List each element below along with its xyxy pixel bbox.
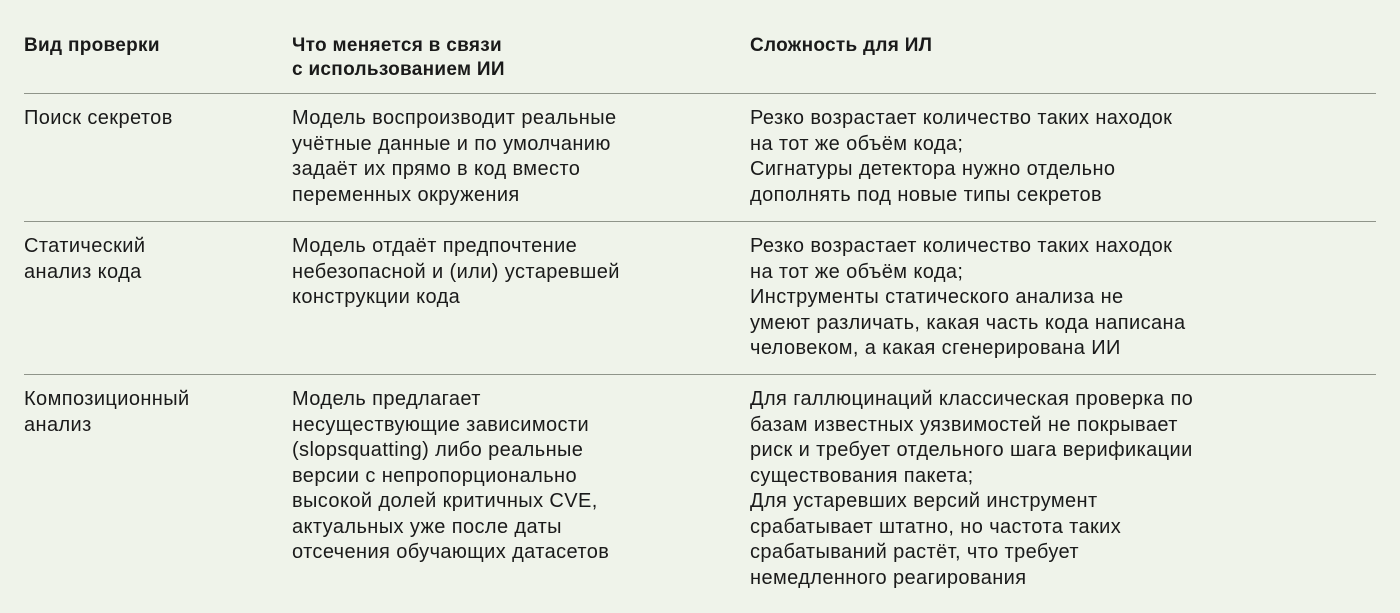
- header-line: с использованием ИИ: [292, 59, 505, 80]
- cell-line: на тот же объём кода;: [750, 260, 964, 283]
- cell-line: отсечения обучающих датасетов: [292, 541, 610, 563]
- cell-line: Для устаревших версий инструмент: [750, 490, 1098, 512]
- table-row: [24, 94, 1376, 222]
- cell-line: анализ: [24, 413, 92, 436]
- cell-check-type: [24, 106, 292, 221]
- cell-line: дополнять под новые типы секретов: [750, 183, 1103, 206]
- table-header-row: [24, 34, 1376, 94]
- cell-line: Поиск секретов: [24, 107, 173, 129]
- cell-line: конструкции кода: [292, 286, 461, 308]
- cell-difficulty: [750, 234, 1376, 374]
- header-line: Сложность для ИЛ: [750, 35, 933, 56]
- cell-line: на тот же объём кода;: [750, 132, 964, 155]
- cell-line: существования пакета;: [750, 464, 974, 487]
- cell-line: Статический: [24, 235, 146, 257]
- cell-line: высокой долей критичных CVE,: [292, 490, 598, 512]
- cell-line: человеком, а какая сгенерирована ИИ: [750, 337, 1121, 359]
- cell-line: переменных окружения: [292, 183, 520, 206]
- table-row: [24, 222, 1376, 375]
- cell-line: небезопасной и (или) устаревшей: [292, 260, 620, 283]
- cell-line: Модель воспроизводит реальные: [292, 107, 617, 129]
- cell-line: актуальных уже после даты: [292, 515, 562, 538]
- cell-line: задаёт их прямо в код вместо: [292, 158, 581, 180]
- cell-line: Для галлюцинаций классическая проверка по: [750, 388, 1194, 410]
- cell-ai-change: [292, 387, 750, 605]
- cell-line: учётные данные и по умолчанию: [292, 132, 611, 155]
- cell-line: Инструменты статического анализа не: [750, 286, 1124, 308]
- cell-difficulty: [750, 387, 1376, 605]
- comparison-table: [24, 34, 1376, 605]
- cell-line: умеют различать, какая часть кода написана: [750, 311, 1186, 334]
- cell-line: (slopsquatting) либо реальные: [292, 439, 584, 461]
- table-row: [24, 375, 1376, 605]
- header-check-type: [24, 34, 292, 93]
- cell-ai-change: [292, 106, 750, 221]
- cell-line: версии с непропорционально: [292, 464, 577, 487]
- cell-line: Модель предлагает: [292, 388, 481, 410]
- cell-check-type: [24, 234, 292, 374]
- cell-ai-change: [292, 234, 750, 374]
- cell-line: Резко возрастает количество таких находок: [750, 235, 1173, 257]
- cell-check-type: [24, 387, 292, 605]
- header-ai-change: [292, 34, 750, 93]
- header-line: Что меняется в связи: [292, 35, 502, 56]
- cell-line: Резко возрастает количество таких находок: [750, 107, 1173, 129]
- cell-line: анализ кода: [24, 260, 142, 283]
- header-difficulty: [750, 34, 1376, 93]
- cell-line: срабатывает штатно, но частота таких: [750, 515, 1122, 538]
- header-line: Вид проверки: [24, 35, 160, 56]
- cell-line: немедленного реагирования: [750, 566, 1027, 589]
- cell-line: Композиционный: [24, 388, 190, 410]
- cell-line: риск и требует отдельного шага верификации: [750, 439, 1193, 461]
- cell-line: несуществующие зависимости: [292, 413, 590, 436]
- cell-difficulty: [750, 106, 1376, 221]
- cell-line: Модель отдаёт предпочтение: [292, 235, 578, 257]
- cell-line: базам известных уязвимостей не покрывает: [750, 413, 1178, 436]
- cell-line: Сигнатуры детектора нужно отдельно: [750, 158, 1116, 180]
- cell-line: срабатываний растёт, что требует: [750, 541, 1079, 563]
